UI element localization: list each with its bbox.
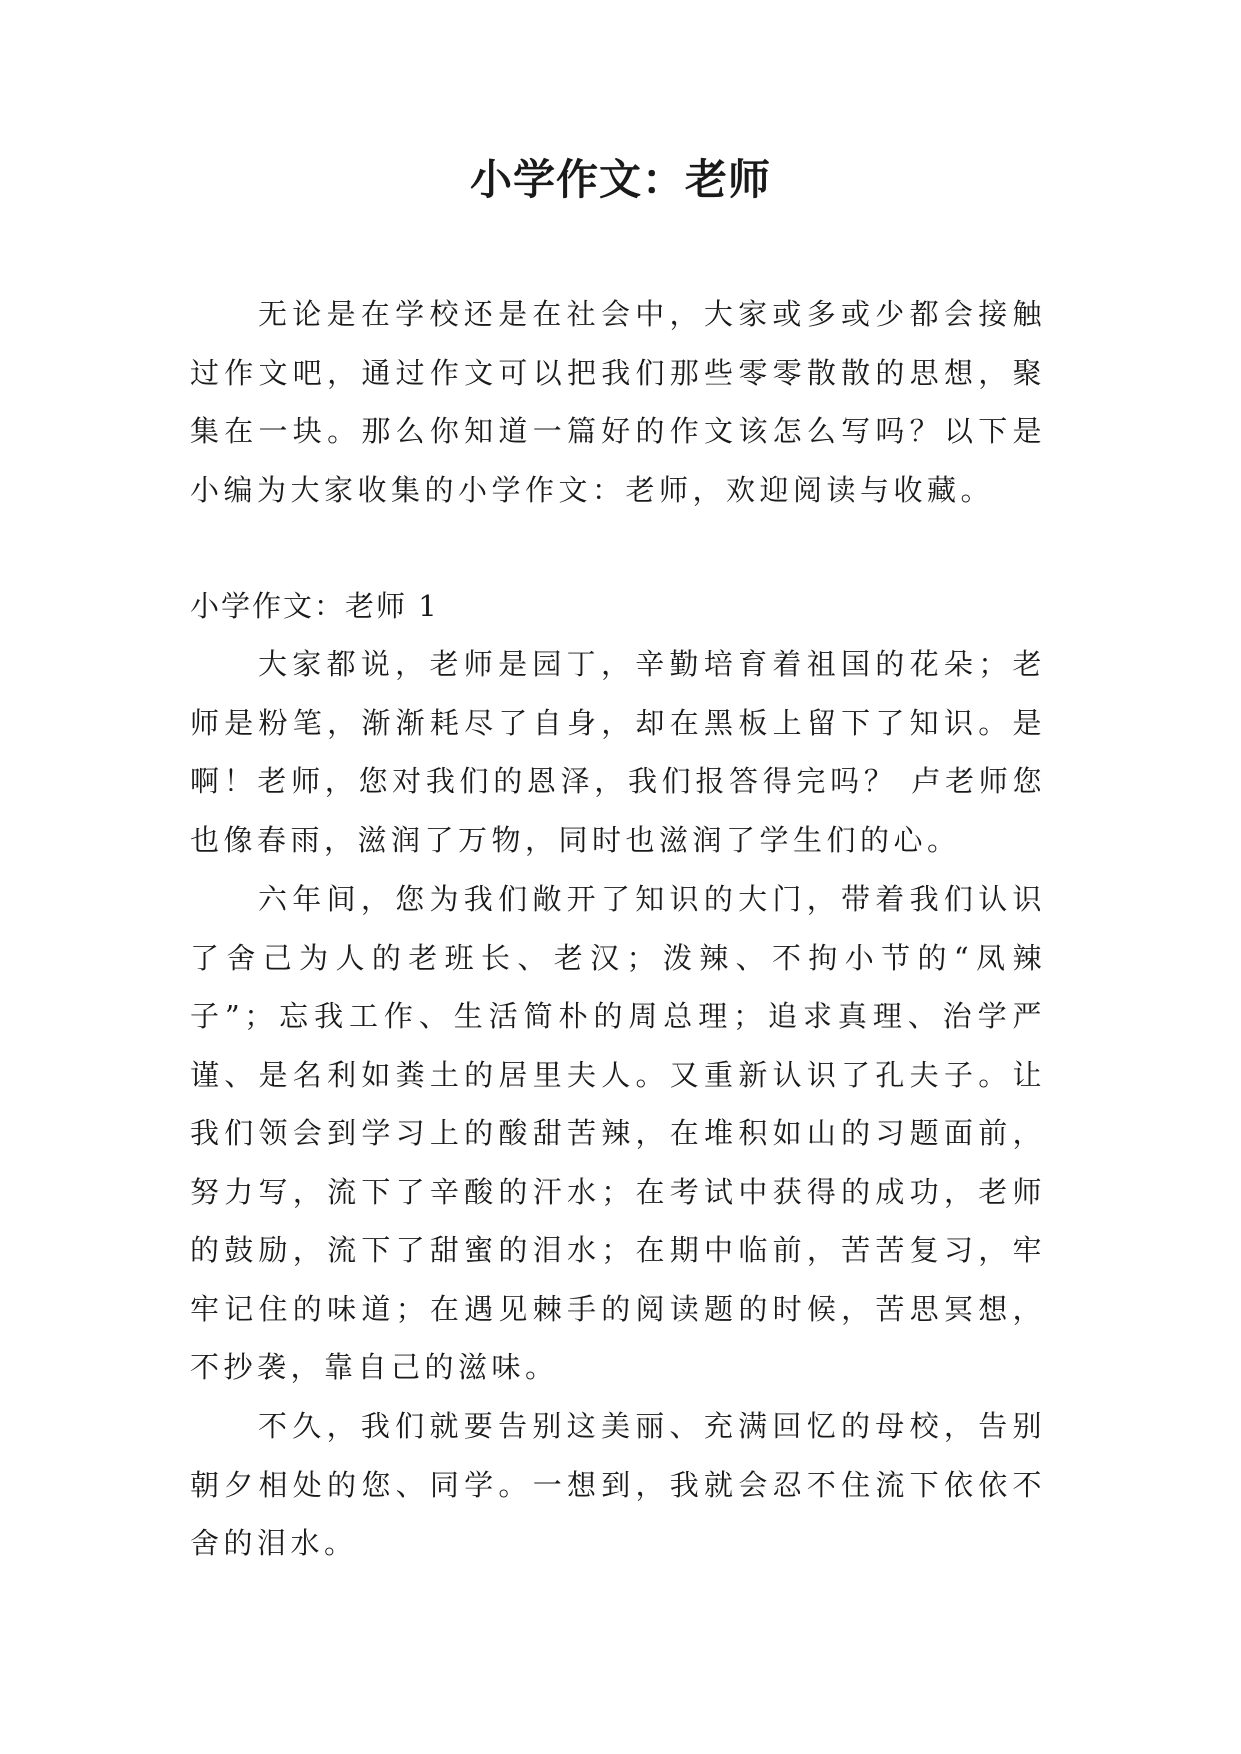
body-paragraph-2: 六年间，您为我们敞开了知识的大门，带着我们认识了舍己为人的老班长、老汉；泼辣、不拘小节的“凤辣子”；忘我工作、生活简朴的周总理；追求真理、治学严谨、是名利如粪土的居里夫人。又重新认识了孔夫子。让我们领会到学习上的酸甜苦辣，在堆积如山的习题面前，努力写，流下了辛酸的汗水；在考试中获得的成功，老师的鼓励，流下了甜蜜的泪水；在期中临前，苦苦复习，牢牢记住的味道；在遇见棘手的阅读题的时候，苦思冥想，不抄袭，靠自己的滋味。 (190, 882, 1046, 1384)
body-paragraph-3: 不久，我们就要告别这美丽、充满回忆的母校，告别朝夕相处的您、同学。一想到，我就会忍不住流下依依不舍的泪水。 (190, 1409, 1046, 1560)
body-paragraph-1: 大家都说，老师是园丁，辛勤培育着祖国的花朵；老师是粉笔，渐渐耗尽了自身，却在黑板上留下了知识。是啊！老师，您对我们的恩泽，我们报答得完吗？ 卢老师您也像春雨，滋润了万物，同时也滋润了学生们的心。 (190, 647, 1046, 857)
intro-paragraph: 无论是在学校还是在社会中，大家或多或少都会接触过作文吧，通过作文可以把我们那些零零散散的思想，聚集在一块。那么你知道一篇好的作文该怎么写吗？以下是小编为大家收集的小学作文：老师，欢迎阅读与收藏。 (190, 297, 1046, 507)
page-title: 小学作文：老师 (469, 155, 771, 204)
section-heading: 小学作文：老师 1 (190, 589, 439, 623)
